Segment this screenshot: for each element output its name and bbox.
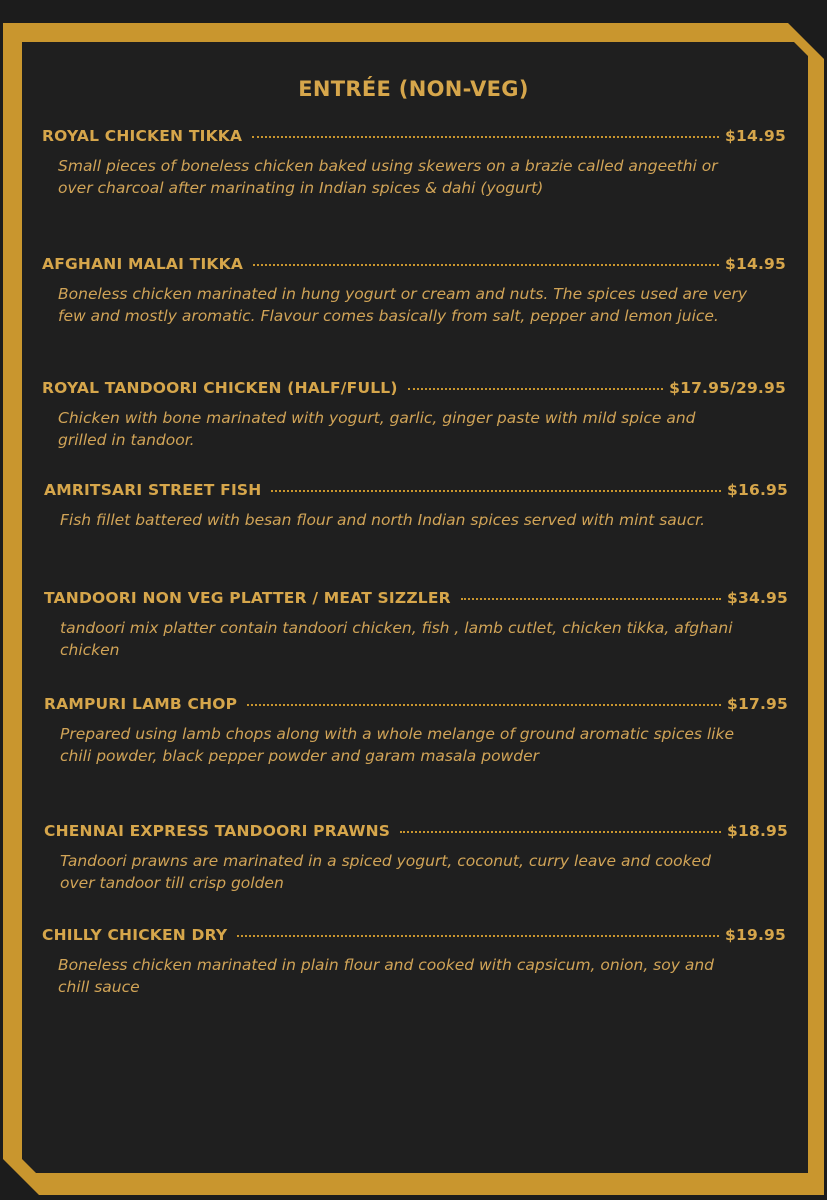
menu-item-rampuri-lamb-chop (44, 695, 788, 767)
menu-item-price: $17.95 (726, 695, 788, 713)
menu-item-description: Fish fillet battered with besan flour and north Indian spices served with mint saucr. (60, 511, 706, 529)
menu-item-afghani-malai-tikka (42, 255, 786, 327)
menu-item-name: AFGHANI MALAI TIKKA (42, 255, 244, 273)
dot-leader (408, 388, 663, 390)
menu-item-price: $17.95/29.95 (669, 379, 786, 397)
menu-item-price: $16.95 (726, 481, 788, 499)
menu-item-name: AMRITSARI STREET FISH (44, 481, 262, 499)
dot-leader (461, 598, 721, 600)
menu-item-name: ROYAL TANDOORI CHICKEN (HALF/FULL) (42, 379, 398, 397)
menu-item-price: $18.95 (726, 822, 788, 840)
menu-item-price: $34.95 (726, 589, 788, 607)
menu-item-name: RAMPURI LAMB CHOP (44, 695, 238, 713)
menu-item-description: Prepared using lamb chops along with a whole melange of ground aromatic spices like chili powder, black pepper powder and garam masala powder (60, 725, 735, 765)
menu-item-royal-chicken-tikka (42, 127, 786, 199)
menu-item-description: Tandoori prawns are marinated in a spiced yogurt, coconut, curry leave and cooked over tandoor till crisp golden (60, 852, 711, 892)
dot-leader (400, 831, 721, 833)
menu-item-name: CHILLY CHICKEN DRY (42, 926, 228, 944)
menu-item-description: Small pieces of boneless chicken baked using skewers on a brazie called angeethi or over charcoal after marinating in Indian spices & dahi (yogurt) (58, 157, 718, 197)
dot-leader (253, 264, 719, 266)
menu-item-name: TANDOORI NON VEG PLATTER / MEAT SIZZLER (44, 589, 451, 607)
menu-item-amritsari-street-fish (44, 481, 788, 531)
menu-item-chennai-express-prawns (44, 822, 788, 894)
menu-item-name: CHENNAI EXPRESS TANDOORI PRAWNS (44, 822, 391, 840)
menu-item-price: $14.95 (724, 127, 786, 145)
menu-item-description: Boneless chicken marinated in plain flour and cooked with capsicum, onion, soy and chill sauce (58, 956, 714, 996)
menu-item-price: $14.95 (724, 255, 786, 273)
menu-item-description: tandoori mix platter contain tandoori chicken, fish , lamb cutlet, chicken tikka, afghani chicken (60, 619, 733, 659)
dot-leader (237, 935, 719, 937)
menu-item-tandoori-non-veg-platter (44, 589, 788, 661)
menu-item-description: Chicken with bone marinated with yogurt, garlic, ginger paste with mild spice and grilled in tandoor. (58, 409, 696, 449)
menu-item-royal-tandoori-chicken (42, 379, 786, 451)
menu-item-name: ROYAL CHICKEN TIKKA (42, 127, 243, 145)
menu-item-price: $19.95 (724, 926, 786, 944)
dot-leader (271, 490, 721, 492)
menu-item-description: Boneless chicken marinated in hung yogurt or cream and nuts. The spices used are very few and mostly aromatic. Flavour comes basically from salt, pepper and lemon juice. (58, 285, 748, 325)
dot-leader (247, 704, 721, 706)
menu-item-chilly-chicken-dry (42, 926, 786, 998)
section-title: ENTRÉE (NON-VEG) (298, 77, 529, 101)
dot-leader (252, 136, 719, 138)
